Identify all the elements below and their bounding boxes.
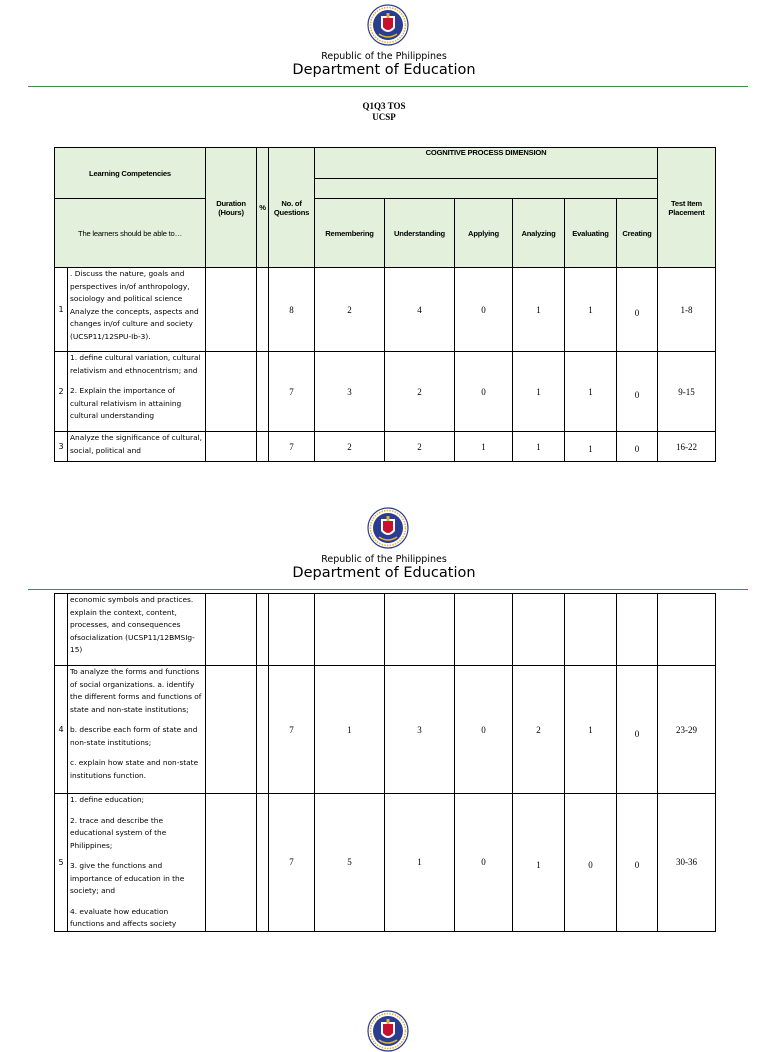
analyzing-cell: 1: [513, 352, 565, 432]
placement-cell: 1-8: [658, 268, 716, 352]
header-divider: [28, 86, 748, 87]
questions-cell: [269, 594, 315, 666]
placement-cell: 23-29: [658, 666, 716, 794]
percent-cell: [257, 352, 269, 432]
table-row: [55, 794, 716, 932]
duration-cell: [206, 432, 257, 462]
row-index: [55, 594, 68, 666]
table-row: [55, 268, 716, 352]
deped-seal-logo: [367, 1010, 409, 1052]
placement-cell: 9-15: [658, 352, 716, 432]
applying-cell: 0: [455, 268, 513, 352]
percent-header: %: [257, 148, 269, 268]
deped-seal-logo: [367, 507, 409, 549]
duration-cell: [206, 666, 257, 794]
applying-cell: 0: [455, 352, 513, 432]
placement-cell: [658, 594, 716, 666]
department-title: Department of Education: [292, 565, 476, 581]
analyzing-cell: 1: [513, 268, 565, 352]
competency-cell: Analyze the significance of cultural, social, political and: [68, 432, 206, 462]
placement-cell: 16-22: [658, 432, 716, 462]
duration-cell: [206, 268, 257, 352]
understanding-cell: 2: [385, 352, 455, 432]
duration-cell: [206, 794, 257, 932]
creating-cell: 0: [617, 666, 658, 794]
questions-cell: 7: [269, 352, 315, 432]
table-row: [55, 594, 716, 666]
table-row: [55, 666, 716, 794]
understanding-cell: 1: [385, 794, 455, 932]
duration-cell: [206, 594, 257, 666]
republic-label: Republic of the Philippines: [321, 51, 447, 62]
row-index: 5: [55, 794, 68, 932]
remembering-cell: 2: [315, 268, 385, 352]
learning-competencies-header: Learning Competencies: [55, 148, 206, 199]
tos-table-page2: [54, 593, 716, 932]
creating-cell: 0: [617, 268, 658, 352]
cognitive-blank-row: [315, 178, 658, 198]
table-row: [55, 352, 716, 432]
row-index: 2: [55, 352, 68, 432]
remembering-cell: 3: [315, 352, 385, 432]
deped-seal-logo: [367, 4, 409, 46]
header-divider: [28, 589, 748, 590]
document-titles: [0, 101, 768, 123]
remembering-cell: 1: [315, 666, 385, 794]
analyzing-cell: 2: [513, 666, 565, 794]
analyzing-header: Analyzing: [513, 199, 565, 268]
remembering-cell: [315, 594, 385, 666]
learners-should-header: The learners should be able to…: [55, 199, 206, 268]
evaluating-cell: 1: [565, 268, 617, 352]
remembering-cell: 5: [315, 794, 385, 932]
evaluating-header: Evaluating: [565, 199, 617, 268]
understanding-cell: 3: [385, 666, 455, 794]
percent-cell: [257, 666, 269, 794]
tos-title: Q1Q3 TOS: [362, 101, 406, 111]
analyzing-cell: 1: [513, 432, 565, 462]
creating-cell: 0: [617, 794, 658, 932]
percent-cell: [257, 794, 269, 932]
remembering-header: Remembering: [315, 199, 385, 268]
competency-cell: To analyze the forms and functions of social organizations. a. identify the different forms and functions of state and non-state institutions; b. describe each form of state and non-state institutions; c. explain how state and non-state institutions function.: [68, 666, 206, 794]
creating-cell: 0: [617, 432, 658, 462]
duration-cell: [206, 352, 257, 432]
evaluating-cell: [565, 594, 617, 666]
evaluating-cell: 0: [565, 794, 617, 932]
republic-label: Republic of the Philippines: [321, 554, 447, 565]
row-index: 4: [55, 666, 68, 794]
questions-cell: 8: [269, 268, 315, 352]
questions-cell: 7: [269, 432, 315, 462]
row-index: 3: [55, 432, 68, 462]
row-index: 1: [55, 268, 68, 352]
creating-header: Creating: [617, 199, 658, 268]
percent-cell: [257, 268, 269, 352]
evaluating-cell: 1: [565, 666, 617, 794]
applying-cell: [455, 594, 513, 666]
applying-cell: 0: [455, 666, 513, 794]
competency-cell: 1. define education; 2. trace and describe the educational system of the Philippines; 3. give the functions and importance of education in the society; and 4. evaluate how education functions and affects society: [68, 794, 206, 932]
analyzing-cell: 1: [513, 794, 565, 932]
duration-header: Duration (Hours): [206, 148, 257, 268]
applying-cell: 1: [455, 432, 513, 462]
understanding-cell: 2: [385, 432, 455, 462]
understanding-cell: [385, 594, 455, 666]
evaluating-cell: 1: [565, 352, 617, 432]
subject-title: UCSP: [372, 112, 396, 122]
percent-cell: [257, 432, 269, 462]
questions-cell: 7: [269, 666, 315, 794]
tos-table-page1: [54, 147, 716, 462]
department-title: Department of Education: [292, 62, 476, 78]
table-row: [55, 432, 716, 462]
analyzing-cell: [513, 594, 565, 666]
competency-cell: . Discuss the nature, goals and perspectives in/of anthropology, sociology and political science Analyze the concepts, aspects and changes in/of culture and society (UCSP11/12SPU-Ib-3).: [68, 268, 206, 352]
questions-cell: 7: [269, 794, 315, 932]
creating-cell: [617, 594, 658, 666]
percent-cell: [257, 594, 269, 666]
placement-header: Test Item Placement: [658, 148, 716, 268]
applying-header: Applying: [455, 199, 513, 268]
understanding-cell: 4: [385, 268, 455, 352]
evaluating-cell: 1: [565, 432, 617, 462]
cognitive-dimension-header: COGNITIVE PROCESS DIMENSION: [315, 148, 658, 179]
placement-cell: 30-36: [658, 794, 716, 932]
applying-cell: 0: [455, 794, 513, 932]
competency-cell: economic symbols and practices. explain the context, content, processes, and consequences ofsocialization (UCSP11/12BMSIg-15): [68, 594, 206, 666]
understanding-header: Understanding: [385, 199, 455, 268]
competency-cell: 1. define cultural variation, cultural relativism and ethnocentrism; and 2. Explain the importance of cultural relativism in attaining cultural understanding: [68, 352, 206, 432]
remembering-cell: 2: [315, 432, 385, 462]
creating-cell: 0: [617, 352, 658, 432]
questions-header: No. of Questions: [269, 148, 315, 268]
